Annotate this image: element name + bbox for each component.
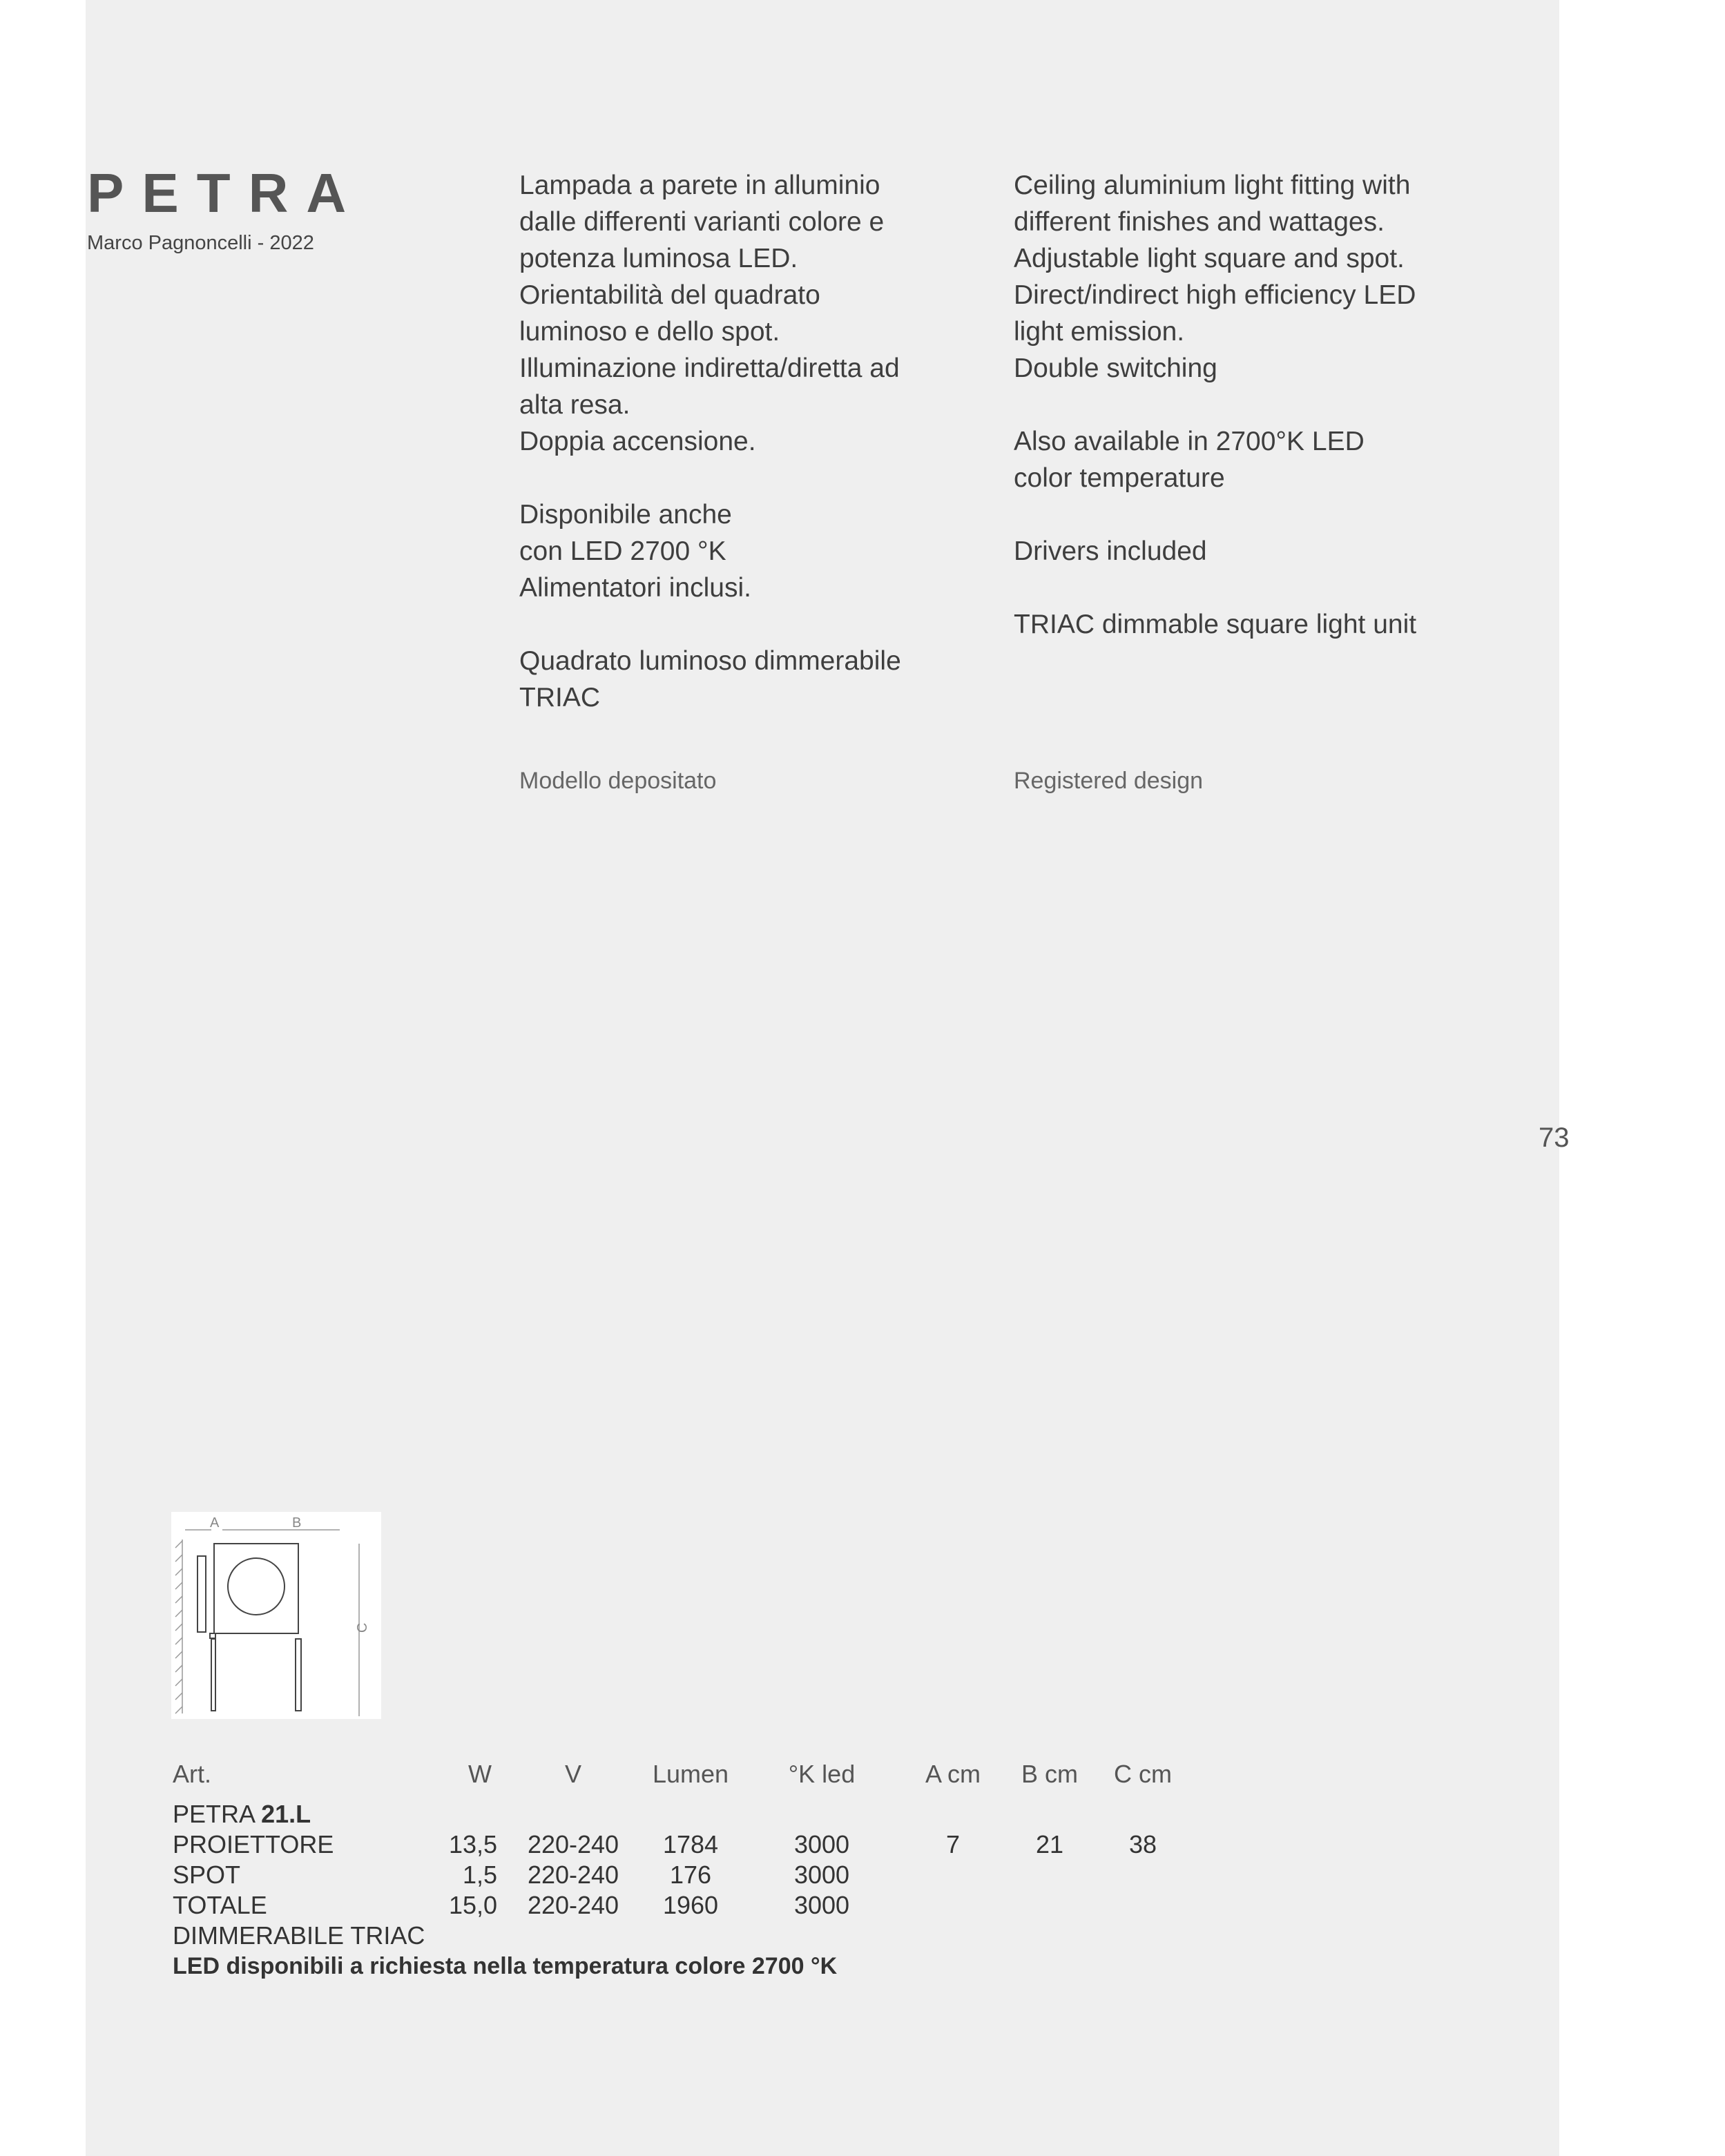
cell-label: TOTALE <box>173 1891 267 1919</box>
dimmable-label: DIMMERABILE TRIAC <box>173 1921 425 1950</box>
description-line: luminoso e dello spot. <box>519 317 780 347</box>
cell-v: 220-240 <box>527 1830 619 1858</box>
dimension-diagram <box>171 1512 381 1719</box>
article-name <box>173 1799 311 1829</box>
page-number: 73 <box>1539 1123 1570 1153</box>
header-b: B cm <box>1021 1760 1078 1788</box>
description-line: dalle differenti varianti colore e <box>519 207 885 237</box>
description-italian <box>519 167 961 716</box>
table-row <box>173 1860 1208 1890</box>
description-line: different finishes and wattages. <box>1014 207 1385 237</box>
cell-c: 38 <box>1128 1830 1157 1858</box>
header-w: W <box>468 1760 492 1788</box>
header-kelvin: °K led <box>788 1760 856 1788</box>
paragraph-gap <box>1014 570 1456 606</box>
description-line: TRIAC <box>519 683 600 712</box>
cell-k: 3000 <box>793 1861 850 1889</box>
technical-drawing <box>171 1512 381 1719</box>
dim-label-c: C <box>355 1622 370 1633</box>
description-line: Quadrato luminoso dimmerabile <box>519 646 901 676</box>
cell-v: 220-240 <box>527 1891 619 1919</box>
description-line: Illuminazione indiretta/diretta ad <box>519 353 900 383</box>
description-line: Alimentatori inclusi. <box>519 573 751 603</box>
paragraph-gap <box>1014 387 1456 423</box>
description-line: color temperature <box>1014 463 1225 493</box>
article-row <box>173 1799 1208 1829</box>
description-line: Direct/indirect high efficiency LED <box>1014 280 1416 310</box>
description-line: con LED 2700 °K <box>519 536 726 566</box>
dim-label-b: B <box>292 1515 302 1531</box>
led-note: LED disponibili a richiesta nella temperatura colore 2700 °K <box>173 1953 838 1979</box>
table-row <box>173 1890 1208 1921</box>
paragraph-gap <box>519 606 961 643</box>
specs-table <box>173 1759 1208 1981</box>
cell-label: PROIETTORE <box>173 1830 334 1858</box>
header-art: Art. <box>173 1760 212 1788</box>
designer-credit: Marco Pagnoncelli - 2022 <box>87 232 314 254</box>
description-line: potenza luminosa LED. <box>519 244 798 273</box>
description-line: Lampada a parete in alluminio <box>519 171 880 200</box>
cell-lumen: 1784 <box>662 1830 719 1858</box>
description-line: Double switching <box>1014 353 1217 383</box>
cell-v: 220-240 <box>527 1861 619 1889</box>
description-line: Adjustable light square and spot. <box>1014 244 1405 273</box>
registered-note-english: Registered design <box>1014 768 1204 794</box>
cell-k: 3000 <box>793 1830 850 1858</box>
description-line: Drivers included <box>1014 536 1207 566</box>
product-title: PETRA <box>87 162 365 224</box>
cell-label: SPOT <box>173 1861 241 1889</box>
description-line: Disponibile anche <box>519 500 732 530</box>
paragraph-gap <box>1014 496 1456 533</box>
cell-w: 13,5 <box>449 1830 498 1858</box>
paragraph-gap <box>519 460 961 496</box>
description-line: Orientabilità del quadrato <box>519 280 820 310</box>
dim-label-a: A <box>210 1515 220 1531</box>
cell-b: 21 <box>1035 1830 1064 1858</box>
article-prefix: PETRA <box>173 1800 255 1828</box>
cell-w: 15,0 <box>449 1891 498 1919</box>
registered-note-italian: Modello depositato <box>519 768 717 794</box>
dimmable-row <box>173 1921 1208 1951</box>
description-line: Also available in 2700°K LED <box>1014 427 1365 456</box>
description-line: Ceiling aluminium light fitting with <box>1014 171 1411 200</box>
cell-lumen: 1960 <box>662 1891 719 1919</box>
specs-header-row <box>173 1759 1208 1794</box>
header-c: C cm <box>1114 1760 1172 1788</box>
spec-rows <box>173 1829 1208 1921</box>
cell-w: 1,5 <box>462 1861 497 1889</box>
description-line: alta resa. <box>519 390 630 420</box>
article-code: 21.L <box>261 1800 311 1828</box>
led-note-row <box>173 1951 1208 1981</box>
header-lumen: Lumen <box>652 1760 729 1788</box>
cell-a: 7 <box>945 1830 961 1858</box>
cell-lumen: 176 <box>669 1861 712 1889</box>
description-line: Doppia accensione. <box>519 427 756 456</box>
description-line: TRIAC dimmable square light unit <box>1014 610 1417 639</box>
table-row <box>173 1829 1208 1860</box>
description-line: light emission. <box>1014 317 1185 347</box>
cell-k: 3000 <box>793 1891 850 1919</box>
header-a: A cm <box>925 1760 981 1788</box>
header-v: V <box>564 1760 581 1788</box>
description-english <box>1014 167 1456 643</box>
